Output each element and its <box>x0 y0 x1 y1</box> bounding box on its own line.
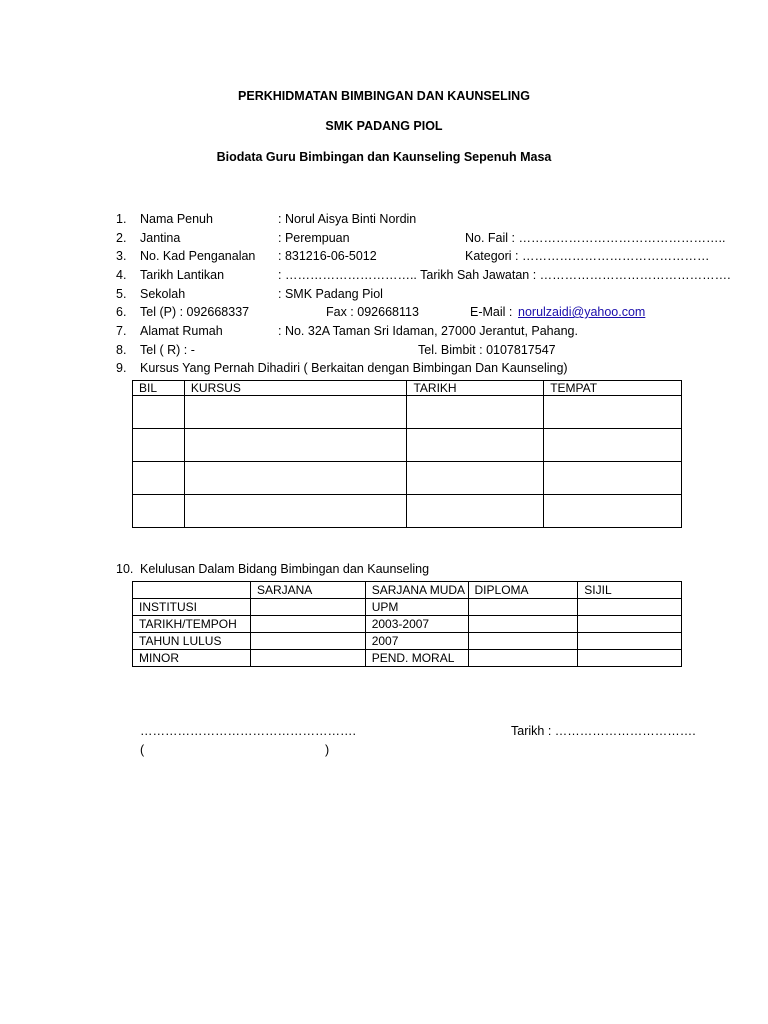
email-label: E-Mail : <box>470 305 513 319</box>
table-cell <box>544 396 682 429</box>
table-cell <box>407 495 544 528</box>
field-7-number: 7. <box>116 324 127 338</box>
form-title: PERKHIDMATAN BIMBINGAN DAN KAUNSELING <box>238 89 530 103</box>
school-name: SMK PADANG PIOL <box>325 119 443 133</box>
table-cell <box>250 599 365 616</box>
fax-number: Fax : 092668113 <box>326 305 419 319</box>
signature-name-open: ( <box>140 743 145 757</box>
table-cell <box>250 650 365 667</box>
qualifications-header-sijil: SIJIL <box>578 582 682 599</box>
table-cell <box>468 599 578 616</box>
table-cell <box>133 462 185 495</box>
table-cell <box>578 650 682 667</box>
ic-number-label: No. Kad Penganalan <box>140 249 256 263</box>
qualifications-header-diploma: DIPLOMA <box>468 582 578 599</box>
table-cell <box>250 633 365 650</box>
table-row <box>133 616 682 633</box>
qualifications-header-sarjana: SARJANA <box>250 582 365 599</box>
row-label: TAHUN LULUS <box>133 633 251 650</box>
table-cell: PEND. MORAL <box>365 650 468 667</box>
field-2-number: 2. <box>116 231 127 245</box>
courses-table <box>132 380 682 528</box>
signature-name-close: ) <box>325 743 330 757</box>
table-row <box>133 396 682 429</box>
category-field: Kategori : ……………………………………… <box>465 249 710 263</box>
courses-header-tempat: TEMPAT <box>544 381 682 396</box>
mobile-phone: Tel. Bimbit : 0107817547 <box>418 343 556 357</box>
email-link[interactable]: norulzaidi@yahoo.com <box>518 305 646 319</box>
courses-header-tarikh: TARIKH <box>407 381 544 396</box>
full-name-value: : Norul Aisya Binti Nordin <box>278 212 417 226</box>
table-cell <box>250 616 365 633</box>
row-label: INSTITUSI <box>133 599 251 616</box>
courses-header-kursus: KURSUS <box>184 381 407 396</box>
gender-value: : Perempuan <box>278 231 350 245</box>
form-subtitle: Biodata Guru Bimbingan dan Kaunseling Sepenuh Masa <box>216 150 552 164</box>
home-address-label: Alamat Rumah <box>140 324 223 338</box>
table-cell <box>407 396 544 429</box>
field-1-number: 1. <box>116 212 127 226</box>
table-cell <box>407 462 544 495</box>
table-cell: UPM <box>365 599 468 616</box>
table-cell <box>468 650 578 667</box>
table-cell <box>468 616 578 633</box>
table-cell <box>184 396 407 429</box>
table-cell <box>544 429 682 462</box>
row-label: TARIKH/TEMPOH <box>133 616 251 633</box>
courses-attended-label: Kursus Yang Pernah Dihadiri ( Berkaitan dengan Bimbingan Dan Kaunseling) <box>140 361 568 375</box>
table-cell: 2007 <box>365 633 468 650</box>
table-row <box>133 633 682 650</box>
qualifications-header-sarjana-muda: SARJANA MUDA <box>365 582 468 599</box>
table-cell <box>578 633 682 650</box>
qualifications-label: Kelulusan Dalam Bidang Bimbingan dan Kaunseling <box>140 562 430 576</box>
full-name-label: Nama Penuh <box>140 212 213 226</box>
table-cell <box>544 462 682 495</box>
table-cell <box>184 495 407 528</box>
field-9-number: 9. <box>116 361 127 375</box>
appointment-date-value: : ………………………….. Tarikh Sah Jawatan : ………………………………………. <box>278 268 731 282</box>
school-label: Sekolah <box>140 287 186 301</box>
table-row <box>133 429 682 462</box>
table-cell <box>133 495 185 528</box>
table-cell <box>468 633 578 650</box>
field-3-number: 3. <box>116 249 127 263</box>
table-cell <box>407 429 544 462</box>
table-cell <box>184 429 407 462</box>
qualifications-header-row <box>133 582 682 599</box>
signature-date: Tarikh : ……………………………. <box>511 724 696 738</box>
table-row <box>133 650 682 667</box>
field-6-number: 6. <box>116 305 127 319</box>
signature-line: ……………………………………………. <box>140 724 356 738</box>
table-cell <box>578 616 682 633</box>
file-number-field: No. Fail : ………………………………………….. <box>465 231 726 245</box>
appointment-date-label: Tarikh Lantikan <box>140 268 225 282</box>
table-cell <box>133 429 185 462</box>
field-10-number: 10. <box>116 562 134 576</box>
qualifications-table <box>132 581 682 667</box>
table-cell: 2003-2007 <box>365 616 468 633</box>
table-cell <box>184 462 407 495</box>
school-value: : SMK Padang Piol <box>278 287 383 301</box>
courses-header-row <box>133 381 682 396</box>
home-phone: Tel ( R) : - <box>140 343 195 357</box>
table-row <box>133 599 682 616</box>
field-5-number: 5. <box>116 287 127 301</box>
table-cell <box>544 495 682 528</box>
table-row <box>133 495 682 528</box>
gender-label: Jantina <box>140 231 181 245</box>
table-cell <box>578 599 682 616</box>
office-phone: Tel (P) : 092668337 <box>140 305 250 319</box>
table-row <box>133 462 682 495</box>
courses-header-bil: BIL <box>133 381 185 396</box>
row-label: MINOR <box>133 650 251 667</box>
field-4-number: 4. <box>116 268 127 282</box>
qualifications-header-blank <box>133 582 251 599</box>
home-address-value: : No. 32A Taman Sri Idaman, 27000 Jerantut, Pahang. <box>278 324 578 338</box>
field-8-number: 8. <box>116 343 127 357</box>
ic-number-value: : 831216-06-5012 <box>278 249 377 263</box>
table-cell <box>133 396 185 429</box>
